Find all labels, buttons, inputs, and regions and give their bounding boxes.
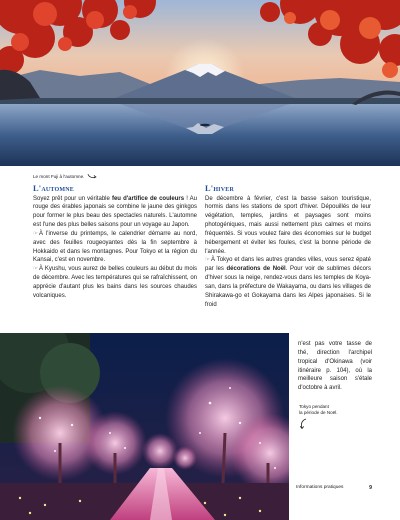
- photo-tokyo-christmas-lights: [0, 333, 289, 520]
- winter-p2-text-a: À Tokyo et dans les autres grandes villes, vous serez épaté par les: [205, 257, 371, 273]
- page-number: 9: [369, 485, 372, 491]
- winter-p2-highlight: décorations de Noël: [226, 266, 286, 273]
- caption-bottom-line-2: la période de Noël.: [299, 410, 338, 415]
- heading-winter: L'hiver: [205, 184, 234, 193]
- photo-mount-fuji-autumn: [0, 0, 400, 166]
- caption-top: [33, 172, 98, 180]
- autumn-paragraph-2: [33, 230, 197, 265]
- page-footer: [296, 485, 372, 491]
- autumn-paragraph-1: [33, 195, 197, 230]
- autumn-p1-highlight: feu d'artifice de couleurs: [111, 195, 185, 202]
- winter-p2-text-c: . Pour voir de sublimes décors d'hiver sous la neige, rendez-vous dans les temples de Koya-san, dans la préfecture de Wakayama, ou dans les villages de Shirakawa-go et Gokayama dans les Alpes japonaises. Si le froid: [205, 266, 371, 308]
- pointing-hand-icon: ☞: [205, 257, 210, 264]
- section-autumn: [33, 184, 197, 301]
- pointing-hand-icon: ☞: [33, 230, 38, 237]
- heading-autumn: L'automne: [33, 184, 74, 193]
- caption-top-text: Le mont Fuji à l'automne.: [33, 173, 85, 179]
- footer-section-title: Informations pratiques: [296, 485, 344, 490]
- section-winter: [205, 184, 371, 309]
- autumn-p3-text: À Kyushu, vous aurez de belles couleurs au début du mois de décembre. Avec les températures qui se rafraîchissent, on apprécie d'autant plus les bains dans les sources chaudes volcaniques.: [33, 266, 197, 299]
- autumn-p1-text-a: Soyez prêt pour un véritable: [33, 195, 112, 202]
- autumn-p1-text-c: ! Au rouge des érables japonais se combine le jaune des ginkgos pour former le plus beau des spectacles naturels. L'automne est l'une des plus belles saisons pour un voyage au Japon.: [33, 195, 197, 229]
- autumn-p2-text: À l'inverse du printemps, le calendrier démarre au nord, avec des feuilles rougeoyantes dès la fin septembre à Hokkaido et dans les montagnes. Pour Tokyo et la région du Kansai, c'est en novembre.: [33, 230, 197, 264]
- illumination-illustration: [0, 333, 289, 520]
- winter-paragraph-1: De décembre à février, c'est la basse saison touristique, hormis dans les stations de sport d'hiver. Dépouillés de leur végétation, temples, jardins et paysages sont moins photogéniques, mais aussi nettement plus calmes et moins fréquentés. Si vous voulez faire des économies sur le budget hébergement et éviter les foules, c'est la bonne période de l'année.: [205, 195, 371, 255]
- curved-arrow-down-icon: [299, 418, 309, 430]
- winter-paragraph-continued: n'est pas votre tasse de thé, direction l'archipel tropical d'Okinawa (voir itinéraire p. 104), où la meilleure saison s'étale d'octobre à avril.: [298, 341, 372, 392]
- caption-bottom: [299, 404, 369, 430]
- caption-bottom-line-1: Tokyo pendant: [299, 404, 329, 409]
- mount-fuji-illustration: [0, 0, 400, 166]
- curved-arrow-right-icon: [87, 172, 98, 180]
- winter-paragraph-2: [205, 256, 371, 309]
- pointing-hand-icon: ☞: [33, 266, 38, 273]
- autumn-paragraph-3: [33, 265, 197, 300]
